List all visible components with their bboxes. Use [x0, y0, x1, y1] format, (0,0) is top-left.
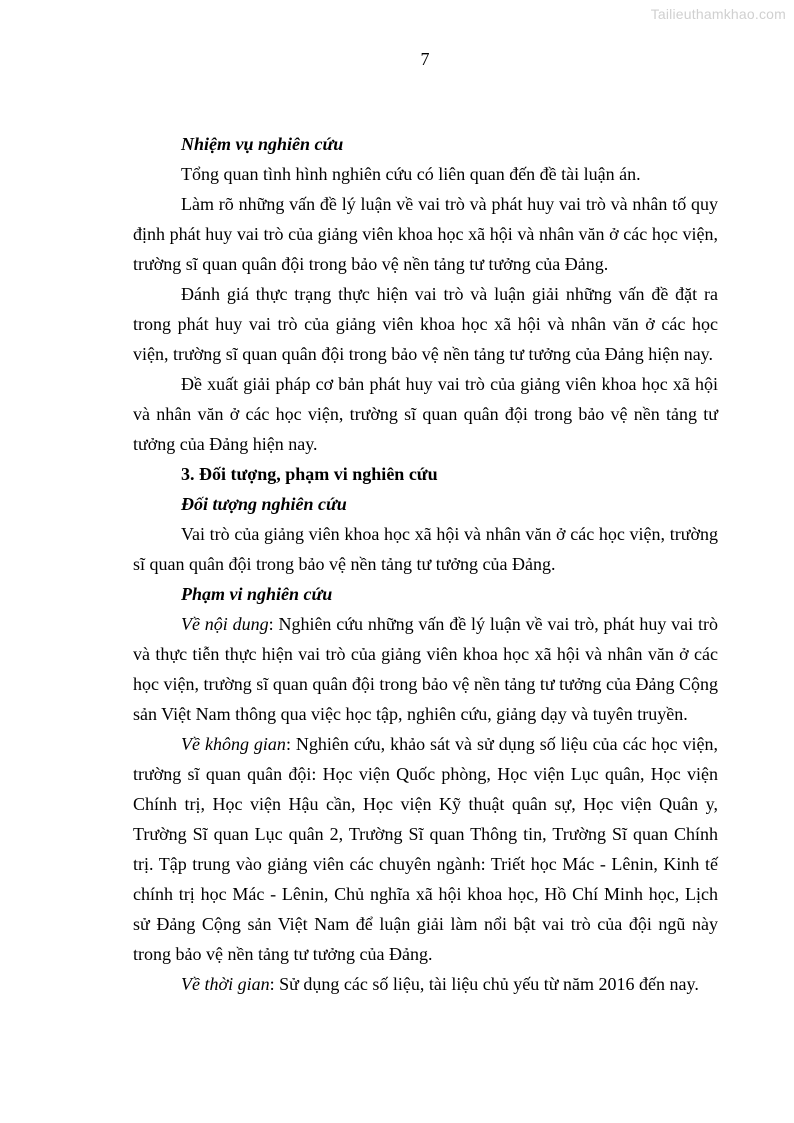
nhiem-vu-paragraph: Đánh giá thực trạng thực hiện vai trò và luận giải những vấn đề đặt ra trong phát huy vai trò của giảng viên khoa học xã hội và nhân văn ở các học viện, trường sĩ quan quân đội trong bảo vệ nền tảng tư tưởng của Đảng hiện nay.: [133, 284, 718, 364]
pham-vi-heading: Phạm vi nghiên cứu: [181, 584, 333, 604]
noi-dung-text: : Nghiên cứu những vấn đề lý luận về vai trò, phát huy vai trò và thực tiễn thực hiện vai trò của giảng viên khoa học xã hội và nhân văn ở các học viện, trường sĩ quan quân đội trong bảo vệ nền tảng tư tưởng của Đảng Cộng sản Việt Nam thông qua việc học tập, nghiên cứu, giảng dạy và tuyên truyền.: [133, 614, 718, 724]
khong-gian-text: : Nghiên cứu, khảo sát và sử dụng số liệu của các học viện, trường sĩ quan quân đội: Học viện Quốc phòng, Học viện Lục quân, Học viện Chính trị, Học viện Hậu cần, Học viện Kỹ thuật quân sự, Học viện Quân y, Trường Sĩ quan Lục quân 2, Trường Sĩ quan Thông tin, Trường Sĩ quan Chính trị. Tập trung vào giảng viên các chuyên ngành: Triết học Mác - Lênin, Kinh tế chính trị học Mác - Lênin, Chủ nghĩa xã hội khoa học, Hồ Chí Minh học, Lịch sử Đảng Cộng sản Việt Nam để luận giải làm nổi bật vai trò của đội ngũ này trong bảo vệ nền tảng tư tưởng của Đảng.: [133, 734, 718, 964]
doi-tuong-paragraph: Vai trò của giảng viên khoa học xã hội và nhân văn ở các học viện, trường sĩ quan quân đội trong bảo vệ nền tảng tư tưởng của Đảng.: [133, 524, 718, 574]
noi-dung-label: Về nội dung: [181, 614, 269, 634]
thoi-gian-label: Về thời gian: [181, 974, 270, 994]
nhiem-vu-paragraph: Làm rõ những vấn đề lý luận về vai trò và phát huy vai trò và nhân tố quy định phát huy vai trò của giảng viên khoa học xã hội và nhân văn ở các học viện, trường sĩ quan quân đội trong bảo vệ nền tảng tư tưởng của Đảng.: [133, 194, 718, 274]
watermark: Tailieuthamkhao.com: [650, 6, 786, 22]
noi-dung-paragraph: [133, 609, 718, 729]
document-body: [133, 129, 718, 999]
thoi-gian-text: : Sử dụng các số liệu, tài liệu chủ yếu từ năm 2016 đến nay.: [269, 974, 699, 994]
nhiem-vu-heading: Nhiệm vụ nghiên cứu: [181, 134, 344, 154]
nhiem-vu-paragraph: Tổng quan tình hình nghiên cứu có liên quan đến đề tài luận án.: [181, 164, 641, 184]
khong-gian-paragraph: [133, 729, 718, 969]
nhiem-vu-paragraph: Đề xuất giải pháp cơ bản phát huy vai trò của giảng viên khoa học xã hội và nhân văn ở các học viện, trường sĩ quan quân đội trong bảo vệ nền tảng tư tưởng của Đảng hiện nay.: [133, 374, 718, 454]
khong-gian-label: Về không gian: [181, 734, 286, 754]
section-3-heading: 3. Đối tượng, phạm vi nghiên cứu: [181, 464, 438, 484]
page-number: 7: [420, 49, 430, 69]
doi-tuong-heading: Đối tượng nghiên cứu: [181, 494, 347, 514]
thoi-gian-paragraph: [133, 969, 718, 999]
